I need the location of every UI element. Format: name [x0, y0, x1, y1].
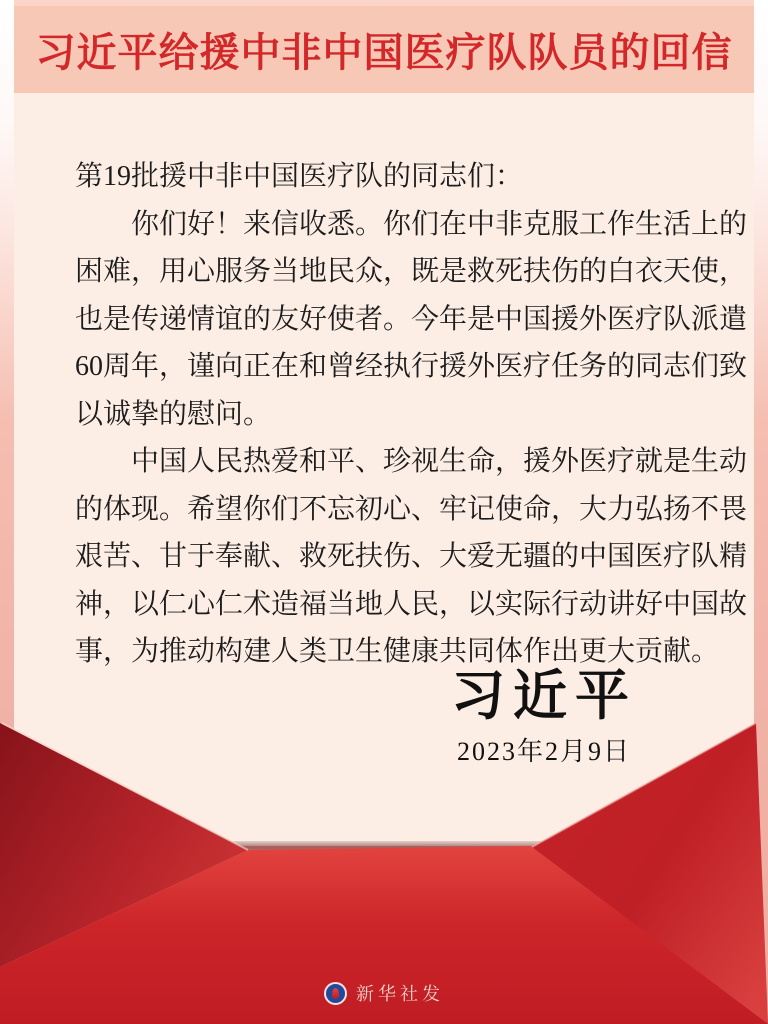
footer-credit [0, 980, 768, 1006]
letter-text-line: 60周年，谨向正在和曾经执行援外医疗任务的同志们致 [75, 351, 748, 382]
letter-text-line: 你们好！来信收悉。你们在中非克服工作生活上的 [131, 208, 748, 240]
xinhua-emblem-icon [324, 982, 347, 1005]
signature: 习近平 [451, 666, 637, 726]
letter-date: 2023年2月9日 [456, 737, 631, 766]
letter-text-line: 神，以仁心仁术造福当地人民，以实际行动讲好中国故 [75, 588, 748, 620]
letter-text-line: 艰苦、甘于奉献、救死扶伤、大爱无疆的中国医疗队精 [75, 541, 748, 572]
letter-text-line: 中国人民热爱和平、珍视生命，援外医疗就是生动 [131, 446, 748, 477]
letter-text-line: 事，为推动构建人类卫生健康共同体作出更大贡献。 [75, 636, 720, 667]
letter-text-line: 以诚挚的慰问。 [75, 398, 272, 430]
salutation: 第19批援中非中国医疗队的同志们： [75, 161, 524, 192]
page-title: 习近平给援中非中国医疗队队员的回信 [35, 30, 733, 75]
letter-text-line: 的体现。希望你们不忘初心、牢记使命，大力弘扬不畏 [75, 493, 748, 525]
letter-text-line: 困难，用心服务当地民众，既是救死扶伤的白衣天使， [75, 256, 748, 287]
letter-text-line: 也是传递情谊的友好使者。今年是中国援外医疗队派遣 [75, 303, 748, 335]
torch-flame-icon [332, 988, 339, 999]
credit-text: 新华社发 [356, 984, 444, 1004]
